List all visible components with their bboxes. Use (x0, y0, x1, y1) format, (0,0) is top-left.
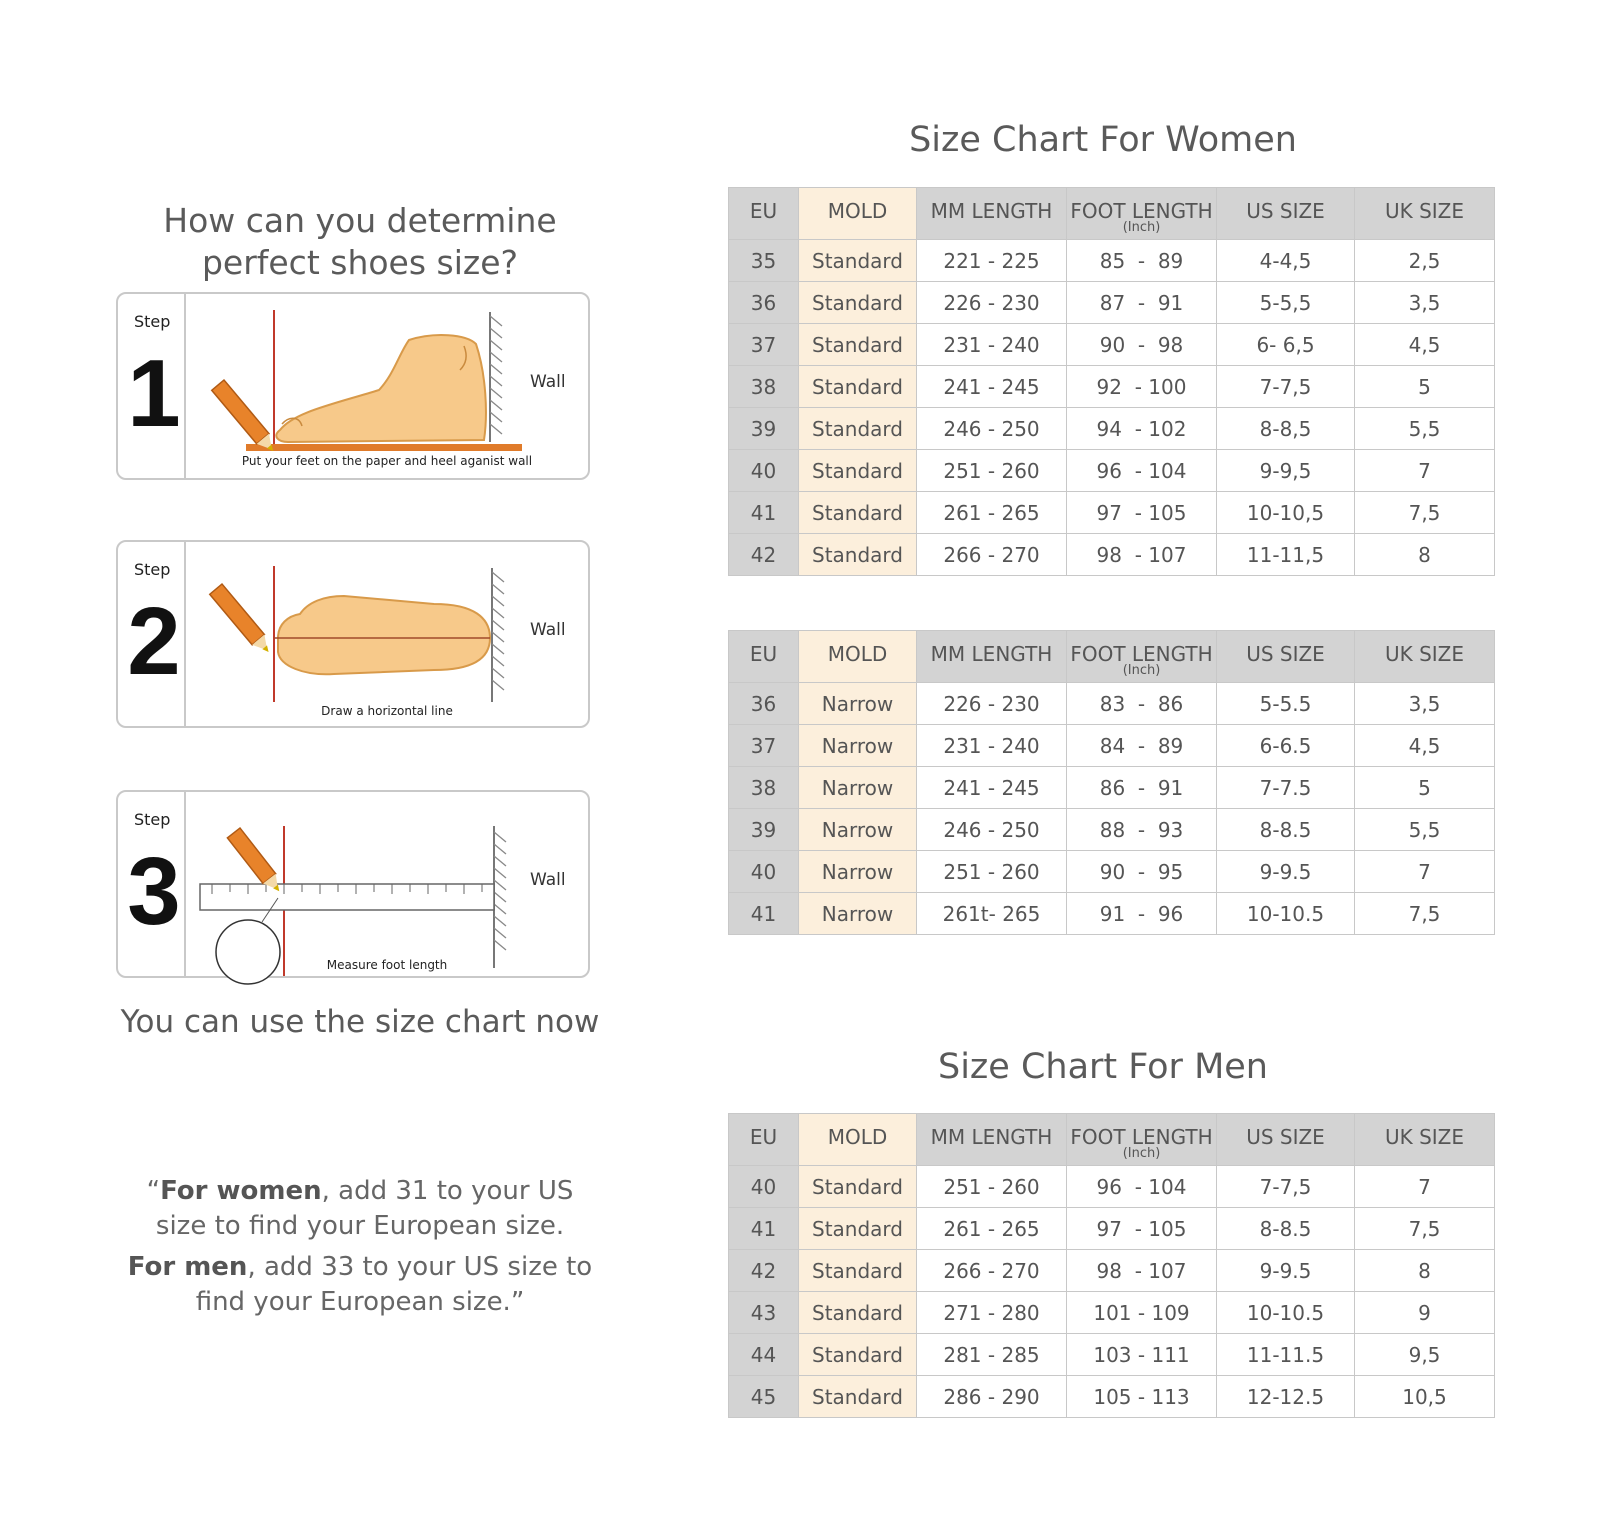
step-label-column (118, 792, 186, 976)
men-chart-title: Size Chart For Men (937, 1047, 1268, 1087)
tip-women-text-b: size to find your European size. (155, 1211, 565, 1241)
cell-mm-length: 231 - 240 (917, 324, 1067, 366)
cell-foot-length: 103 - 111 (1067, 1334, 1217, 1376)
header-mold: MOLD (799, 1114, 917, 1166)
header-us-size: US SIZE (1217, 1114, 1355, 1166)
cell-eu: 37 (729, 324, 799, 366)
cell-mold: Standard (799, 240, 917, 282)
cell-mm-length: 246 - 250 (917, 809, 1067, 851)
cell-uk-size: 7,5 (1355, 893, 1495, 935)
table-row (729, 282, 1495, 324)
cell-us-size: 9-9.5 (1217, 851, 1355, 893)
cell-eu: 39 (729, 408, 799, 450)
cell-uk-size: 10,5 (1355, 1376, 1495, 1418)
cell-eu: 37 (729, 725, 799, 767)
cell-us-size: 7-7.5 (1217, 767, 1355, 809)
cell-us-size: 11-11.5 (1217, 1334, 1355, 1376)
cell-us-size: 8-8,5 (1217, 408, 1355, 450)
cell-mm-length: 281 - 285 (917, 1334, 1067, 1376)
header-foot-length (1067, 1114, 1217, 1166)
cell-us-size: 11-11,5 (1217, 534, 1355, 576)
header-mm-length: MM LENGTH (917, 631, 1067, 683)
header-uk-size: UK SIZE (1355, 631, 1495, 683)
cell-foot-length: 105 - 113 (1067, 1376, 1217, 1418)
table-row (729, 1292, 1495, 1334)
cell-mold: Narrow (799, 767, 917, 809)
cell-foot-length: 98 - 107 (1067, 1250, 1217, 1292)
header-foot-length-unit: (Inch) (1122, 220, 1161, 235)
cell-eu: 40 (729, 851, 799, 893)
open-quote: “ (146, 1176, 161, 1206)
cell-eu: 41 (729, 893, 799, 935)
cell-foot-length: 90 - 95 (1067, 851, 1217, 893)
tip-men-label: For men (127, 1252, 248, 1282)
header-mold: MOLD (799, 631, 917, 683)
cell-foot-length: 101 - 109 (1067, 1292, 1217, 1334)
cell-us-size: 6-6.5 (1217, 725, 1355, 767)
cell-foot-length: 84 - 89 (1067, 725, 1217, 767)
cell-eu: 41 (729, 1208, 799, 1250)
cell-mm-length: 251 - 260 (917, 1166, 1067, 1208)
cell-eu: 35 (729, 240, 799, 282)
cell-foot-length: 96 - 104 (1067, 1166, 1217, 1208)
cell-eu: 45 (729, 1376, 799, 1418)
cell-mold: Standard (799, 1250, 917, 1292)
cell-foot-length: 97 - 105 (1067, 492, 1217, 534)
cell-mm-length: 251 - 260 (917, 450, 1067, 492)
header-uk-size: UK SIZE (1355, 188, 1495, 240)
step-number: 3 (127, 838, 181, 945)
cell-foot-length: 86 - 91 (1067, 767, 1217, 809)
cell-us-size: 8-8.5 (1217, 1208, 1355, 1250)
cell-us-size: 9-9,5 (1217, 450, 1355, 492)
table-row (729, 492, 1495, 534)
cell-eu: 40 (729, 450, 799, 492)
header-foot-length (1067, 188, 1217, 240)
table-row (729, 1250, 1495, 1292)
cell-uk-size: 5 (1355, 767, 1495, 809)
cell-foot-length: 92 - 100 (1067, 366, 1217, 408)
cell-eu: 40 (729, 1166, 799, 1208)
table-row (729, 851, 1495, 893)
cell-uk-size: 8 (1355, 534, 1495, 576)
cell-mold: Standard (799, 492, 917, 534)
wall-label: Wall (530, 620, 566, 640)
cell-mold: Standard (799, 1166, 917, 1208)
table-header (729, 631, 1495, 683)
cell-uk-size: 5,5 (1355, 809, 1495, 851)
cell-mm-length: 226 - 230 (917, 282, 1067, 324)
cell-mm-length: 231 - 240 (917, 725, 1067, 767)
cell-foot-length: 90 - 98 (1067, 324, 1217, 366)
cell-mm-length: 251 - 260 (917, 851, 1067, 893)
cell-us-size: 10-10,5 (1217, 492, 1355, 534)
header-mold: MOLD (799, 188, 917, 240)
cell-us-size: 9-9.5 (1217, 1250, 1355, 1292)
cell-uk-size: 5,5 (1355, 408, 1495, 450)
table-body (729, 1166, 1495, 1418)
header-foot-length-label: FOOT LENGTH (1070, 642, 1213, 666)
cell-mold: Standard (799, 450, 917, 492)
cell-eu: 36 (729, 683, 799, 725)
cell-us-size: 10-10.5 (1217, 893, 1355, 935)
cell-us-size: 7-7,5 (1217, 366, 1355, 408)
table-body (729, 240, 1495, 576)
cell-mold: Standard (799, 1292, 917, 1334)
cell-us-size: 4-4,5 (1217, 240, 1355, 282)
cell-foot-length: 97 - 105 (1067, 1208, 1217, 1250)
cell-us-size: 10-10.5 (1217, 1292, 1355, 1334)
tip-women-text-a: , add 31 to your US (321, 1176, 574, 1206)
cell-uk-size: 4,5 (1355, 725, 1495, 767)
header-uk-size: UK SIZE (1355, 1114, 1495, 1166)
cell-uk-size: 7,5 (1355, 492, 1495, 534)
header-foot-length-label: FOOT LENGTH (1070, 1125, 1213, 1149)
cell-eu: 43 (729, 1292, 799, 1334)
cell-us-size: 6- 6,5 (1217, 324, 1355, 366)
header-mm-length: MM LENGTH (917, 1114, 1067, 1166)
cell-mm-length: 261 - 265 (917, 1208, 1067, 1250)
step-word: Step (134, 312, 171, 331)
cell-eu: 42 (729, 1250, 799, 1292)
cell-foot-length: 85 - 89 (1067, 240, 1217, 282)
cell-uk-size: 4,5 (1355, 324, 1495, 366)
tip-men-text-b: find your European size.” (195, 1287, 525, 1317)
cell-mm-length: 271 - 280 (917, 1292, 1067, 1334)
men-conversion-tip (110, 1250, 610, 1320)
cell-eu: 38 (729, 767, 799, 809)
table-header (729, 1114, 1495, 1166)
table-row (729, 809, 1495, 851)
cell-mold: Standard (799, 534, 917, 576)
cell-mold: Narrow (799, 893, 917, 935)
header-eu: EU (729, 631, 799, 683)
guide-heading-line2: perfect shoes size? (201, 243, 519, 282)
table-row (729, 1376, 1495, 1418)
header-foot-length-label: FOOT LENGTH (1070, 199, 1213, 223)
step-caption: Measure foot length (326, 958, 448, 972)
cell-mold: Narrow (799, 683, 917, 725)
step-word: Step (134, 560, 171, 579)
table-row (729, 893, 1495, 935)
cell-mold: Standard (799, 1334, 917, 1376)
step-3-card (116, 790, 590, 978)
cell-eu: 42 (729, 534, 799, 576)
cell-mold: Standard (799, 1208, 917, 1250)
table-row (729, 450, 1495, 492)
cell-mold: Standard (799, 366, 917, 408)
cell-eu: 41 (729, 492, 799, 534)
step-number: 2 (127, 588, 181, 695)
cell-foot-length: 96 - 104 (1067, 450, 1217, 492)
header-eu: EU (729, 188, 799, 240)
table-row (729, 534, 1495, 576)
step-label-column (118, 542, 186, 726)
table-row (729, 1208, 1495, 1250)
header-eu: EU (729, 1114, 799, 1166)
table-row (729, 1166, 1495, 1208)
cell-foot-length: 98 - 107 (1067, 534, 1217, 576)
step-caption: Put your feet on the paper and heel aganist wall (241, 454, 533, 468)
women-standard-table (728, 187, 1495, 576)
table-row (729, 324, 1495, 366)
cell-foot-length: 88 - 93 (1067, 809, 1217, 851)
table-row (729, 683, 1495, 725)
cell-mold: Standard (799, 408, 917, 450)
table-row (729, 408, 1495, 450)
cell-mm-length: 261 - 265 (917, 492, 1067, 534)
cell-mm-length: 241 - 245 (917, 366, 1067, 408)
cell-eu: 36 (729, 282, 799, 324)
tip-men-text-a: , add 33 to your US size to (247, 1252, 593, 1282)
cell-uk-size: 2,5 (1355, 240, 1495, 282)
step-number: 1 (127, 340, 181, 447)
guide-heading (100, 200, 620, 284)
table-header (729, 188, 1495, 240)
cell-uk-size: 3,5 (1355, 282, 1495, 324)
cell-foot-length: 83 - 86 (1067, 683, 1217, 725)
cell-mm-length: 261t- 265 (917, 893, 1067, 935)
cell-uk-size: 9 (1355, 1292, 1495, 1334)
step-word: Step (134, 810, 171, 829)
step-2-card (116, 540, 590, 728)
cell-mm-length: 266 - 270 (917, 1250, 1067, 1292)
cell-eu: 44 (729, 1334, 799, 1376)
cell-foot-length: 91 - 96 (1067, 893, 1217, 935)
cell-eu: 39 (729, 809, 799, 851)
step-1-card (116, 292, 590, 480)
cell-mold: Standard (799, 282, 917, 324)
cell-uk-size: 7,5 (1355, 1208, 1495, 1250)
header-foot-length-unit: (Inch) (1122, 663, 1161, 678)
cell-mold: Narrow (799, 809, 917, 851)
cell-uk-size: 3,5 (1355, 683, 1495, 725)
cell-mm-length: 241 - 245 (917, 767, 1067, 809)
women-chart-title: Size Chart For Women (909, 120, 1297, 160)
header-foot-length (1067, 631, 1217, 683)
cell-uk-size: 7 (1355, 1166, 1495, 1208)
cell-mold: Narrow (799, 851, 917, 893)
cell-foot-length: 94 - 102 (1067, 408, 1217, 450)
table-row (729, 366, 1495, 408)
guide-heading-line1: How can you determine (163, 201, 557, 240)
women-conversion-tip (110, 1174, 610, 1244)
use-size-chart-text: You can use the size chart now (120, 1004, 600, 1040)
cell-us-size: 8-8.5 (1217, 809, 1355, 851)
cell-mm-length: 221 - 225 (917, 240, 1067, 282)
header-mm-length: MM LENGTH (917, 188, 1067, 240)
header-us-size: US SIZE (1217, 188, 1355, 240)
cell-mm-length: 286 - 290 (917, 1376, 1067, 1418)
men-standard-table (728, 1113, 1495, 1418)
cell-eu: 38 (729, 366, 799, 408)
cell-mold: Standard (799, 1376, 917, 1418)
table-row (729, 725, 1495, 767)
step-caption: Draw a horizontal line (321, 704, 453, 718)
cell-us-size: 7-7,5 (1217, 1166, 1355, 1208)
cell-mold: Standard (799, 324, 917, 366)
cell-mm-length: 266 - 270 (917, 534, 1067, 576)
table-row (729, 1334, 1495, 1376)
women-narrow-table (728, 630, 1495, 935)
table-row (729, 240, 1495, 282)
table-body (729, 683, 1495, 935)
cell-mold: Narrow (799, 725, 917, 767)
cell-uk-size: 7 (1355, 851, 1495, 893)
cell-uk-size: 5 (1355, 366, 1495, 408)
cell-mm-length: 246 - 250 (917, 408, 1067, 450)
wall-label: Wall (530, 870, 566, 890)
header-foot-length-unit: (Inch) (1122, 1146, 1161, 1161)
step-label-column (118, 294, 186, 478)
cell-uk-size: 7 (1355, 450, 1495, 492)
cell-uk-size: 8 (1355, 1250, 1495, 1292)
cell-mm-length: 226 - 230 (917, 683, 1067, 725)
header-us-size: US SIZE (1217, 631, 1355, 683)
wall-label: Wall (530, 372, 566, 392)
cell-uk-size: 9,5 (1355, 1334, 1495, 1376)
cell-us-size: 5-5,5 (1217, 282, 1355, 324)
cell-foot-length: 87 - 91 (1067, 282, 1217, 324)
tip-women-label: For women (160, 1176, 322, 1206)
cell-us-size: 12-12.5 (1217, 1376, 1355, 1418)
cell-us-size: 5-5.5 (1217, 683, 1355, 725)
table-row (729, 767, 1495, 809)
